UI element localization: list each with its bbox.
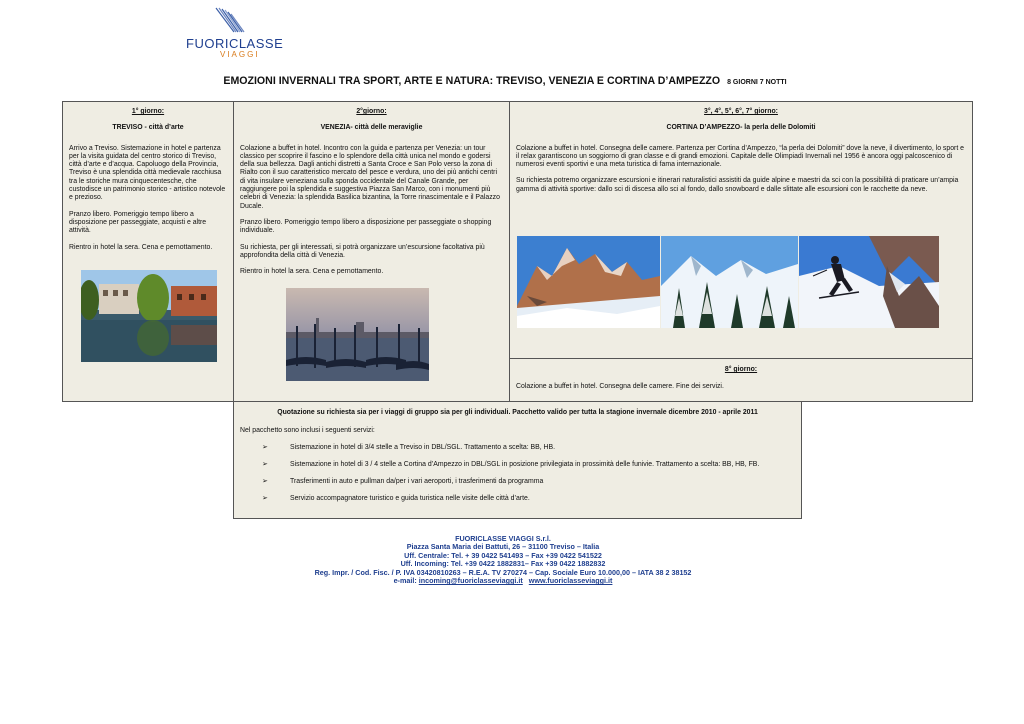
footer-website-link[interactable]: www.fuoriclasseviaggi.it — [528, 576, 613, 586]
day2-paragraph: Pranzo libero. Pomeriggio tempo libero a disposizione per passeggiate o shopping individuale. — [240, 218, 492, 235]
dolomiti-photo — [517, 236, 660, 328]
list-item — [262, 461, 795, 469]
bullet-arrow-icon: ➢ — [262, 460, 268, 468]
footer-company: FUORICLASSE VIAGGI S.r.l. — [455, 534, 551, 543]
day1-paragraph: Rientro in hotel la sera. Cena e pernottamento. — [69, 243, 213, 251]
day1-cell — [62, 101, 234, 402]
day3-7-heading: 3°, 4°, 5°, 6°, 7° giorno: — [704, 108, 778, 115]
footer-incoming-office: Uff. Incoming: Tel. +39 0422 1882831– Fax +39 0422 1882832 — [400, 559, 606, 569]
bullet-arrow-icon: ➢ — [262, 495, 268, 503]
treviso-photo — [81, 270, 217, 362]
title-duration: 8 GIORNI 7 NOTTI — [727, 79, 787, 86]
day1-paragraph: Pranzo libero. Pomeriggio tempo libero a disposizione per passeggiate, acquisti e altre attività. — [69, 210, 207, 235]
footer-registration: Reg. Impr. / Cod. Fisc. / P. IVA 03420810263 – R.E.A. TV 270274 – Cap. Sociale Euro 10.000,00 – IATA 38 2 38152 — [314, 567, 692, 577]
quote-heading: Quotazione su richiesta sia per i viaggi di gruppo sia per gli individuali. Pacchetto valido per tutta la stagione invernale dicembre 2010 - aprile 2011 — [277, 409, 758, 416]
footer-contacts — [0, 577, 1006, 585]
footer-email-link[interactable]: incoming@fuoriclasseviaggi.it — [418, 576, 523, 586]
list-item — [262, 478, 795, 486]
day3-7-cell — [509, 101, 973, 359]
day3-7-subtitle: CORTINA D’AMPEZZO- la perla delle Dolomiti — [666, 124, 816, 132]
footer-address: Piazza Santa Maria dei Battuti, 26 – 31100 Treviso – Italia — [406, 542, 600, 552]
day3-7-paragraph: Su richiesta potremo organizzare escursioni e itinerari naturalistici assistiti da guide alpine e maestri da sci con la possibilità di praticare un’ampia gamma di attività sportive: dallo sci di discesa allo sci al fondo, dallo snowboard e dalle slittate alle escursioni con le racchette da neve. — [516, 177, 959, 193]
footer-email-label: e-mail: — [393, 576, 417, 586]
title-main: EMOZIONI INVERNALI TRA SPORT, ARTE E NATURA: TREVISO, VENEZIA E CORTINA D’AMPEZZO — [223, 75, 721, 87]
day2-subtitle: VENEZIA- città delle meraviglie — [320, 124, 423, 132]
company-footer — [0, 535, 1006, 585]
skier-photo — [799, 236, 939, 328]
service-text: Trasferimenti in auto e pullman da/per i vari aeroporti, i trasferimenti da programma — [290, 478, 544, 486]
day1-paragraph: Arrivo a Treviso. Sistemazione in hotel e partenza per la visita guidata del centro storico di Treviso, città d’arte e d’acqua. Capoluogo della Provincia, Treviso è una splendida città medievale racchiusa tra le storiche mura cinquecentesche, che custodisce un patrimonio storico - artistico notevole e prezioso. — [69, 144, 226, 202]
company-logo — [180, 6, 284, 59]
day2-cell — [233, 101, 510, 402]
day2-paragraph: Colazione a buffet in hotel. Incontro con la guida e partenza per Venezia: un tour classico per scoprire il fascino e lo splendore della città unica nel mondo e godersi della sua bellezza. Dagli antichi distretti a Santa Croce e San Polo verso la zona di Rialto con il suo caratteristico mercato del pesce e verdura, uno dei più antichi centri di vita insulare veneziana sulla sponda occidentale del Canale Grande, per raggiungere poi la splendida e suggestiva Piazza San Marco, con i monumenti più celebri di Venezia: la splendida Basilica bizantina, la Torre rinascimentale e il Palazzo Ducale. — [240, 144, 500, 210]
service-text: Sistemazione in hotel di 3/4 stelle a Treviso in DBL/SGL. Trattamento a scelta: BB, HB. — [290, 443, 556, 451]
logo-wings-icon — [212, 6, 248, 36]
services-list — [240, 444, 795, 504]
day2-paragraph: Rientro in hotel la sera. Cena e pernottamento. — [240, 268, 384, 276]
page-title — [0, 75, 1010, 87]
bullet-arrow-icon: ➢ — [262, 443, 268, 451]
day1-heading: 1° giorno: — [131, 108, 165, 115]
bullet-arrow-icon: ➢ — [262, 478, 268, 486]
venezia-photo — [286, 288, 429, 381]
logo-sub-text: VIAGGI — [220, 50, 260, 59]
quote-cell — [233, 401, 802, 519]
day2-heading: 2°giorno: — [356, 108, 387, 115]
services-intro: Nel pacchetto sono inclusi i seguenti servizi: — [240, 427, 375, 435]
day8-text: Colazione a buffet in hotel. Consegna delle camere. Fine dei servizi. — [516, 383, 724, 391]
snowy-trees-photo — [661, 236, 798, 328]
day8-cell — [509, 358, 973, 402]
day2-paragraph: Su richiesta, per gli interessati, si potrà organizzare un’escursione facoltativa più approfondita della città di Venezia. — [240, 243, 485, 259]
day1-subtitle: TREVISO - città d’arte — [112, 124, 184, 132]
day3-7-paragraph: Colazione a buffet in hotel. Consegna delle camere. Partenza per Cortina d’Ampezzo, “la perla dei Dolomiti” dove la neve, il divertimento, lo sport e il relax garantiscono un soggiorno di gran classe e di grandi emozioni. Capitale delle Olimpiadi Invernali nel 1956 è ancora oggi palcoscenico di numerosi eventi sportivi e una meta turistica di fama internazionale. — [516, 144, 965, 169]
service-text: Servizio accompagnatore turistico e guida turistica nelle visite delle città d’arte. — [290, 495, 530, 503]
service-text: Sistemazione in hotel di 3 / 4 stelle a Cortina d’Ampezzo in DBL/SGL in posizione privilegiata in prossimità delle funivie. Trattamento a scelta: BB, HB, FB. — [290, 460, 760, 468]
logo-brand-text: FUORICLASSE — [186, 36, 284, 51]
list-item — [262, 495, 795, 503]
list-item — [262, 444, 795, 452]
footer-central-office: Uff. Centrale: Tel. + 39 0422 541493 – Fax +39 0422 541522 — [404, 550, 602, 560]
day8-heading: 8° giorno: — [724, 366, 758, 373]
